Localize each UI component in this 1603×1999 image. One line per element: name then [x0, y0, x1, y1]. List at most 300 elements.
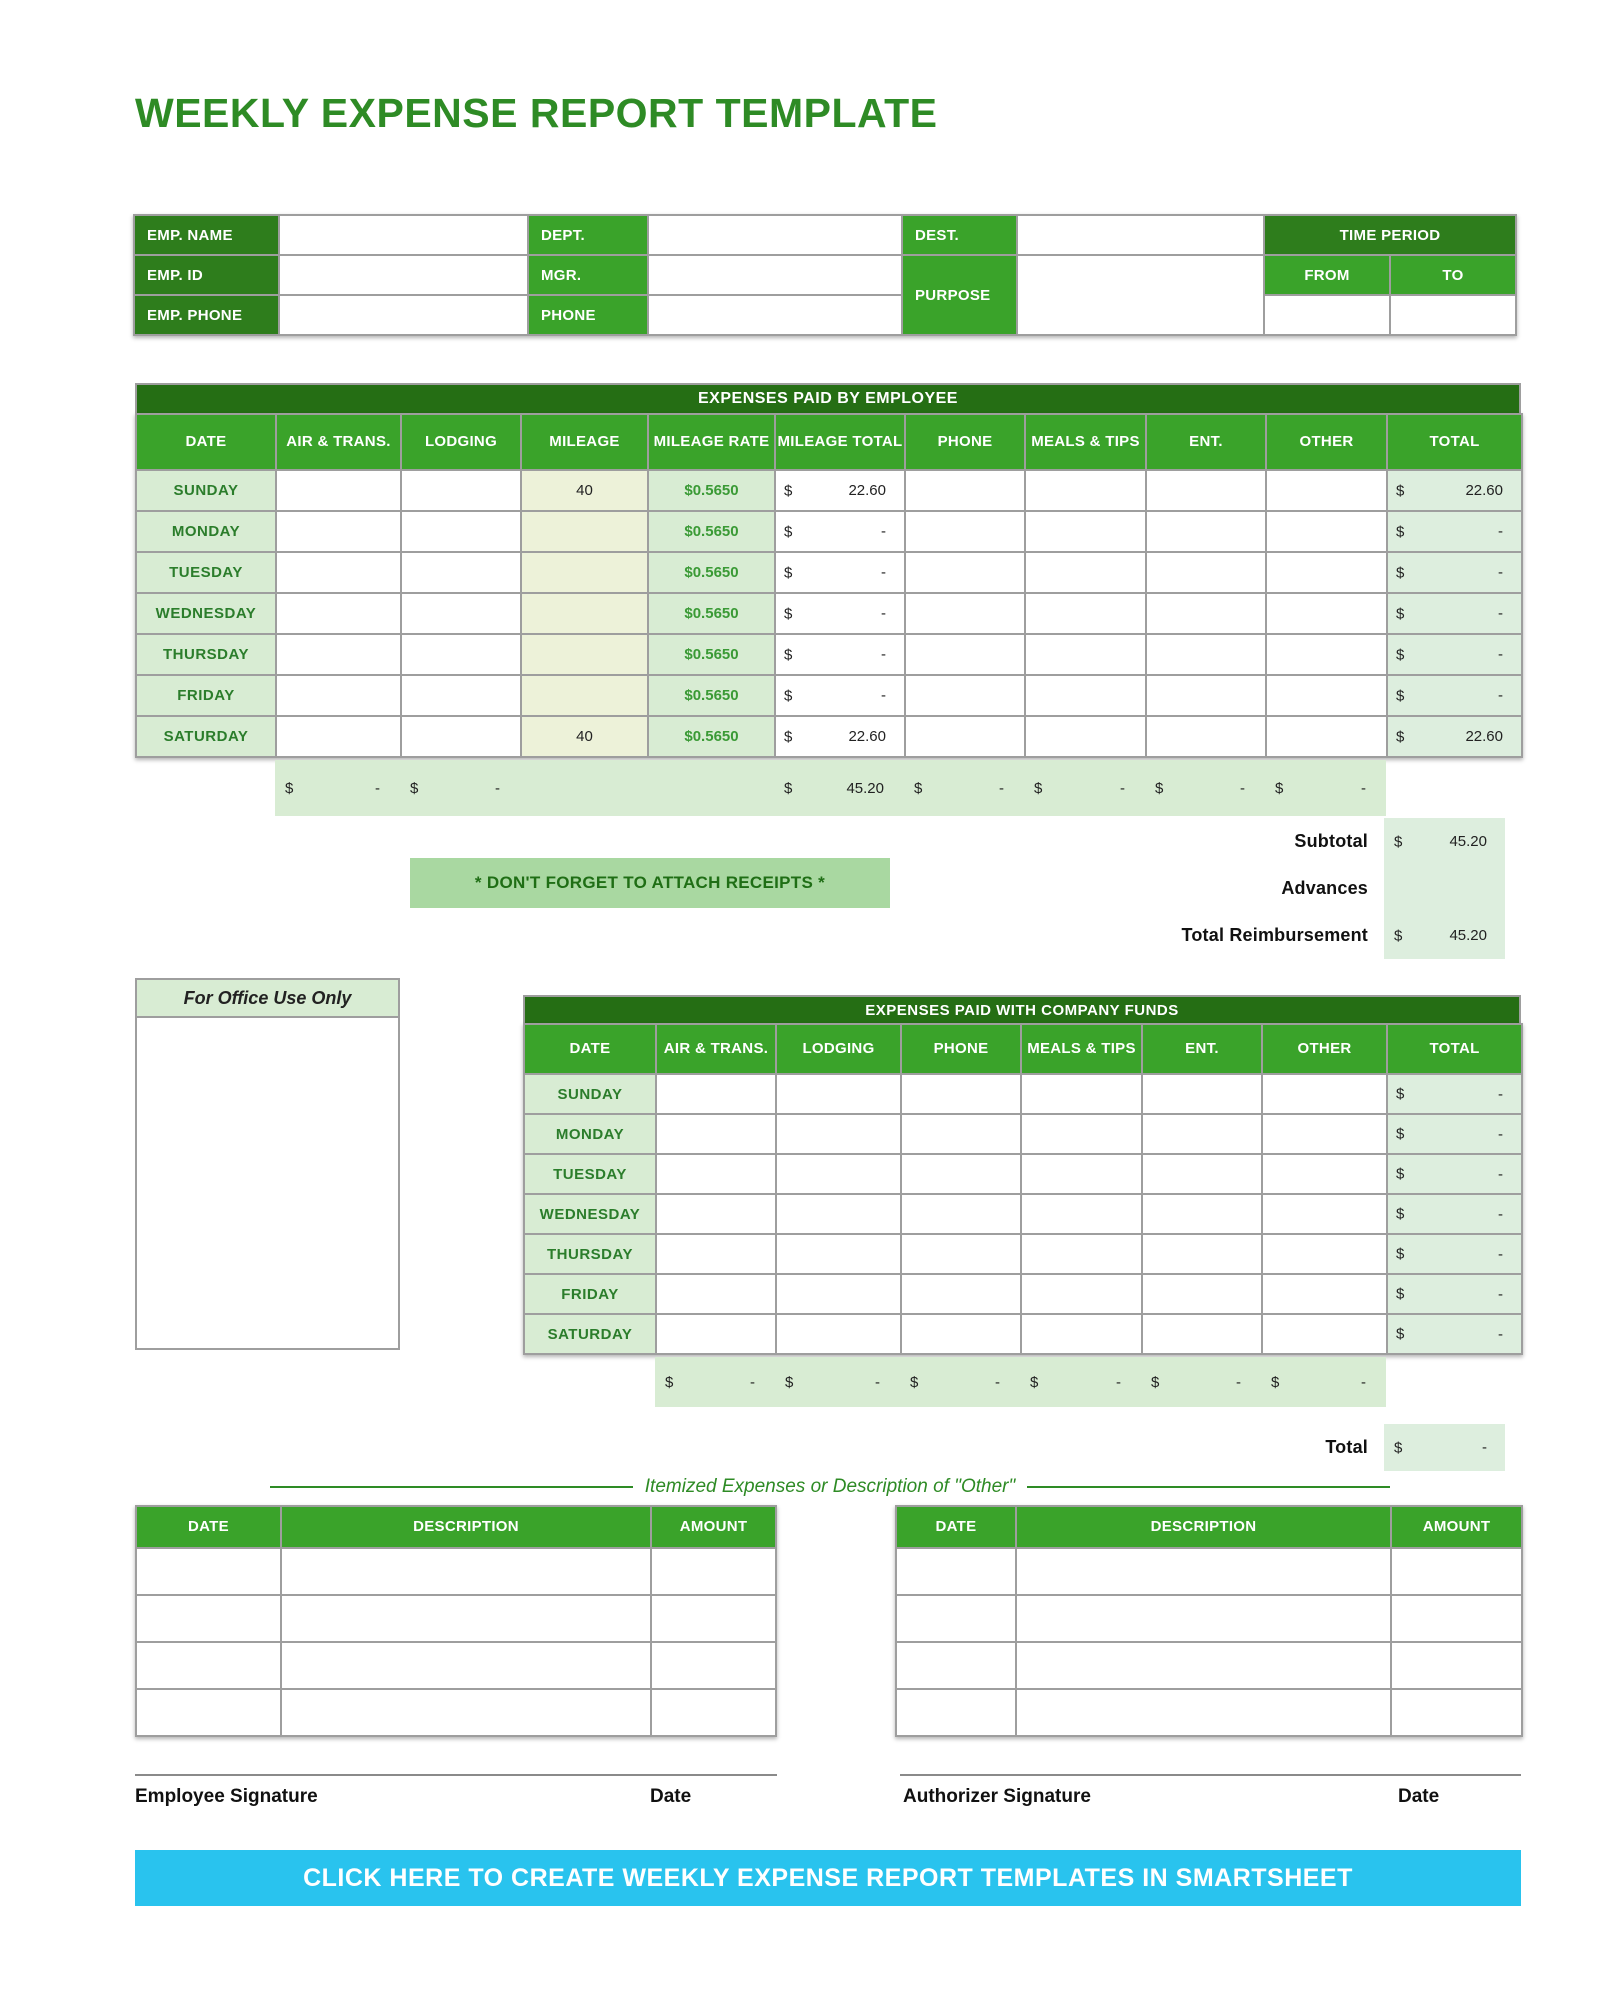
subtotal-other: $ - [1275, 779, 1366, 797]
currency-symbol: $ [784, 646, 793, 663]
mileage-cell[interactable] [521, 511, 648, 552]
mileage-cell[interactable]: 40 [521, 470, 648, 511]
other-cell[interactable] [1262, 1274, 1387, 1314]
itemized-header-row [896, 1506, 1522, 1548]
currency-symbol: $ [1396, 564, 1405, 581]
mileage-total-cell [775, 511, 905, 552]
smartsheet-cta-banner[interactable]: CLICK HERE TO CREATE WEEKLY EXPENSE REPORT TEMPLATES IN SMARTSHEET [135, 1850, 1521, 1906]
currency-symbol: $ [1396, 728, 1405, 745]
total-lodging: $ - [785, 1373, 880, 1391]
mgr-input[interactable] [649, 256, 901, 294]
amount-cell[interactable] [651, 1689, 776, 1736]
air-trans-cell[interactable] [656, 1154, 776, 1194]
dest-input[interactable] [1018, 216, 1263, 254]
employee-expenses-title: EXPENSES PAID BY EMPLOYEE [135, 383, 1521, 413]
table-row [524, 1274, 1522, 1314]
day-label: SATURDAY [524, 1314, 656, 1354]
itemized-table-right [895, 1505, 1523, 1737]
date-cell[interactable] [136, 1595, 281, 1642]
ent-cell[interactable] [1146, 634, 1266, 675]
air-trans-cell[interactable] [276, 511, 401, 552]
lodging-cell[interactable] [776, 1114, 901, 1154]
currency-symbol: $ [1396, 1245, 1405, 1263]
purpose-label: PURPOSE [903, 256, 1016, 334]
meals-tips-cell[interactable] [1025, 716, 1146, 757]
col-description: DESCRIPTION [281, 1506, 651, 1548]
lodging-cell[interactable] [776, 1314, 901, 1354]
day-label: TUESDAY [136, 552, 276, 593]
day-label: THURSDAY [136, 634, 276, 675]
lodging-cell[interactable] [401, 470, 521, 511]
phone-cell[interactable] [901, 1074, 1021, 1114]
subtotal-value-cell: $ 45.20 [1384, 818, 1505, 865]
col-mileage: MILEAGE [521, 414, 648, 470]
subtotal-rate-spacer [647, 760, 774, 816]
phone-cell[interactable] [901, 1234, 1021, 1274]
ent-cell[interactable] [1146, 470, 1266, 511]
table-row [524, 1194, 1522, 1234]
itemized-divider-title: Itemized Expenses or Description of "Other" [644, 1476, 1016, 1497]
description-cell[interactable] [1016, 1642, 1391, 1689]
itemized-row [896, 1595, 1522, 1642]
table-row [136, 511, 1522, 552]
other-cell[interactable] [1266, 470, 1387, 511]
air-trans-cell[interactable] [276, 470, 401, 511]
table-row [136, 470, 1522, 511]
ent-cell[interactable] [1146, 552, 1266, 593]
air-trans-cell[interactable] [276, 634, 401, 675]
other-cell[interactable] [1262, 1314, 1387, 1354]
employee-date-label: Date [650, 1786, 692, 1807]
date-cell[interactable] [896, 1548, 1016, 1595]
ent-cell[interactable] [1142, 1194, 1262, 1234]
phone-cell[interactable] [905, 470, 1025, 511]
office-use-area[interactable] [135, 1018, 400, 1350]
meals-tips-cell[interactable] [1021, 1114, 1142, 1154]
lodging-cell[interactable] [401, 675, 521, 716]
from-label: FROM [1265, 256, 1389, 294]
day-label: THURSDAY [524, 1234, 656, 1274]
phone-input[interactable] [649, 296, 901, 334]
mileage-cell[interactable] [521, 634, 648, 675]
other-cell[interactable] [1262, 1154, 1387, 1194]
emp-id-input[interactable] [280, 256, 527, 294]
itemized-row [136, 1642, 776, 1689]
total-value: 22.60 [1465, 728, 1503, 745]
air-trans-cell[interactable] [656, 1274, 776, 1314]
total-value: - [1498, 523, 1503, 540]
phone-cell[interactable] [905, 716, 1025, 757]
mileage-total-value: - [881, 564, 886, 581]
mileage-total-cell [775, 716, 905, 757]
mileage-rate-cell: $0.5650 [648, 552, 775, 593]
lodging-cell[interactable] [776, 1154, 901, 1194]
description-cell[interactable] [1016, 1548, 1391, 1595]
total-cell: $ - [1387, 1234, 1522, 1274]
subtotal-mileage-spacer [520, 760, 647, 816]
total-value: 22.60 [1465, 482, 1503, 499]
day-label: FRIDAY [136, 675, 276, 716]
meals-tips-cell[interactable] [1021, 1194, 1142, 1234]
total-value: - [1498, 687, 1503, 704]
phone-cell[interactable] [905, 593, 1025, 634]
ent-cell[interactable] [1142, 1274, 1262, 1314]
amount-cell[interactable] [1391, 1642, 1522, 1689]
col-phone: PHONE [905, 414, 1025, 470]
itemized-row [896, 1689, 1522, 1736]
currency-symbol: $ [1394, 1439, 1403, 1456]
description-cell[interactable] [281, 1642, 651, 1689]
total-reimbursement-row [900, 912, 1521, 959]
mileage-total-cell [775, 593, 905, 634]
air-trans-cell[interactable] [276, 552, 401, 593]
currency-symbol: $ [1034, 779, 1043, 797]
date-cell[interactable] [136, 1689, 281, 1736]
mileage-rate-cell: $0.5650 [648, 470, 775, 511]
day-label: MONDAY [524, 1114, 656, 1154]
office-use-label: For Office Use Only [135, 978, 400, 1018]
date-cell[interactable] [136, 1642, 281, 1689]
total-cell [1387, 675, 1522, 716]
air-trans-cell[interactable] [656, 1194, 776, 1234]
receipts-note-banner: * DON'T FORGET TO ATTACH RECEIPTS * [410, 858, 890, 908]
col-meals-tips: MEALS & TIPS [1021, 1024, 1142, 1074]
ent-cell[interactable] [1142, 1074, 1262, 1114]
other-cell[interactable] [1262, 1234, 1387, 1274]
day-label: SUNDAY [524, 1074, 656, 1114]
col-lodging: LODGING [401, 414, 521, 470]
total-cell [1387, 470, 1522, 511]
table-row [136, 675, 1522, 716]
other-cell[interactable] [1266, 675, 1387, 716]
ent-cell[interactable] [1146, 593, 1266, 634]
col-date: DATE [896, 1506, 1016, 1548]
total-cell [1387, 634, 1522, 675]
office-use-box [135, 978, 400, 1350]
currency-symbol: $ [1396, 605, 1405, 622]
currency-symbol: $ [1271, 1373, 1280, 1391]
date-cell[interactable] [896, 1689, 1016, 1736]
lodging-cell[interactable] [401, 552, 521, 593]
total-reimbursement-label: Total Reimbursement [1181, 925, 1368, 945]
currency-symbol: $ [410, 779, 419, 797]
currency-symbol: $ [784, 523, 793, 540]
dept-label: DEPT. [529, 216, 647, 254]
company-total-value-cell: $ - [1384, 1424, 1505, 1471]
meals-tips-cell[interactable] [1021, 1274, 1142, 1314]
currency-symbol: $ [1396, 646, 1405, 663]
employee-expenses-table [135, 413, 1523, 758]
phone-cell[interactable] [901, 1314, 1021, 1354]
air-trans-cell[interactable] [656, 1314, 776, 1354]
currency-symbol: $ [285, 779, 294, 797]
company-total-strip [655, 1357, 1386, 1407]
from-date-input[interactable] [1265, 296, 1389, 334]
company-total-section [900, 1424, 1521, 1471]
subtotal-lodging: $ - [410, 779, 500, 797]
ent-cell[interactable] [1146, 716, 1266, 757]
ent-cell[interactable] [1142, 1314, 1262, 1354]
description-cell[interactable] [281, 1548, 651, 1595]
to-date-input[interactable] [1391, 296, 1515, 334]
col-description: DESCRIPTION [1016, 1506, 1391, 1548]
mileage-cell[interactable] [521, 593, 648, 634]
air-trans-cell[interactable] [656, 1234, 776, 1274]
ent-cell[interactable] [1142, 1114, 1262, 1154]
description-cell[interactable] [1016, 1595, 1391, 1642]
phone-cell[interactable] [901, 1154, 1021, 1194]
currency-symbol: $ [1394, 833, 1403, 850]
amount-cell[interactable] [1391, 1689, 1522, 1736]
col-total: TOTAL [1387, 414, 1522, 470]
itemized-table-left [135, 1505, 777, 1737]
col-amount: AMOUNT [651, 1506, 776, 1548]
itemized-row [136, 1548, 776, 1595]
total-value: - [1498, 605, 1503, 622]
other-cell[interactable] [1262, 1074, 1387, 1114]
description-cell[interactable] [281, 1689, 651, 1736]
advances-value-cell[interactable] [1384, 865, 1505, 912]
employee-signature-line [135, 1774, 777, 1776]
currency-symbol: $ [1275, 779, 1284, 797]
table-row [524, 1314, 1522, 1354]
other-cell[interactable] [1266, 593, 1387, 634]
total-meals-tips: $ - [1030, 1373, 1121, 1391]
total-cell [1387, 552, 1522, 593]
divider-line-left [270, 1486, 633, 1488]
air-trans-cell[interactable] [276, 716, 401, 757]
other-cell[interactable] [1266, 511, 1387, 552]
other-cell[interactable] [1262, 1194, 1387, 1234]
lodging-cell[interactable] [401, 593, 521, 634]
meals-tips-cell[interactable] [1025, 675, 1146, 716]
other-cell[interactable] [1266, 552, 1387, 593]
table-row [136, 552, 1522, 593]
date-cell[interactable] [896, 1642, 1016, 1689]
authorizer-date-label: Date [1398, 1786, 1440, 1807]
day-label: WEDNESDAY [524, 1194, 656, 1234]
meals-tips-cell[interactable] [1025, 634, 1146, 675]
total-reimbursement-value-cell: $ 45.20 [1384, 912, 1505, 959]
ent-cell[interactable] [1146, 511, 1266, 552]
currency-symbol: $ [665, 1373, 674, 1391]
subtotal-mileage-total: $ 45.20 [784, 779, 884, 797]
currency-symbol: $ [784, 564, 793, 581]
col-air-trans: AIR & TRANS. [656, 1024, 776, 1074]
mileage-rate-cell: $0.5650 [648, 675, 775, 716]
air-trans-cell[interactable] [656, 1074, 776, 1114]
col-ent: ENT. [1146, 414, 1266, 470]
lodging-cell[interactable] [401, 511, 521, 552]
currency-symbol: $ [1396, 1205, 1405, 1223]
date-cell[interactable] [136, 1548, 281, 1595]
mileage-total-cell [775, 675, 905, 716]
mileage-total-cell [775, 552, 905, 593]
mileage-rate-cell: $0.5650 [648, 634, 775, 675]
currency-symbol: $ [784, 605, 793, 622]
meals-tips-cell[interactable] [1021, 1234, 1142, 1274]
description-cell[interactable] [1016, 1689, 1391, 1736]
meals-tips-cell[interactable] [1021, 1314, 1142, 1354]
table-row [136, 593, 1522, 634]
col-other: OTHER [1266, 414, 1387, 470]
mileage-total-cell [775, 634, 905, 675]
mileage-total-value: - [881, 687, 886, 704]
total-cell: $ - [1387, 1154, 1522, 1194]
currency-symbol: $ [784, 687, 793, 704]
mileage-total-cell [775, 470, 905, 511]
authorizer-signature-label: Authorizer Signature [903, 1786, 1091, 1807]
authorizer-signature-line [900, 1774, 1521, 1776]
mileage-total-value: - [881, 523, 886, 540]
day-label: TUESDAY [524, 1154, 656, 1194]
phone-cell[interactable] [905, 634, 1025, 675]
total-air-trans: $ - [665, 1373, 755, 1391]
mileage-cell[interactable] [521, 552, 648, 593]
to-label: TO [1391, 256, 1515, 294]
amount-cell[interactable] [651, 1595, 776, 1642]
col-date: DATE [136, 414, 276, 470]
lodging-cell[interactable] [776, 1274, 901, 1314]
phone-cell[interactable] [901, 1114, 1021, 1154]
currency-symbol: $ [914, 779, 923, 797]
mileage-rate-cell: $0.5650 [648, 511, 775, 552]
col-other: OTHER [1262, 1024, 1387, 1074]
description-cell[interactable] [281, 1595, 651, 1642]
emp-name-label: EMP. NAME [135, 216, 278, 254]
company-total-label: Total [1325, 1437, 1368, 1457]
phone-label: PHONE [529, 296, 647, 334]
total-cell: $ - [1387, 1114, 1522, 1154]
page-title: WEEKLY EXPENSE REPORT TEMPLATE [135, 90, 938, 136]
mileage-cell[interactable]: 40 [521, 716, 648, 757]
emp-phone-input[interactable] [280, 296, 527, 334]
meals-tips-cell[interactable] [1025, 552, 1146, 593]
emp-phone-label: EMP. PHONE [135, 296, 278, 334]
subtotal-air-trans: $ - [285, 779, 380, 797]
summary-section [900, 818, 1521, 959]
currency-symbol: $ [1151, 1373, 1160, 1391]
company-expenses-table [523, 1023, 1523, 1355]
other-cell[interactable] [1262, 1114, 1387, 1154]
subtotal-meals-tips: $ - [1034, 779, 1125, 797]
table-row [524, 1074, 1522, 1114]
itemized-row [896, 1642, 1522, 1689]
meals-tips-cell[interactable] [1021, 1154, 1142, 1194]
total-other: $ - [1271, 1373, 1366, 1391]
day-label: SUNDAY [136, 470, 276, 511]
ent-cell[interactable] [1142, 1154, 1262, 1194]
meals-tips-cell[interactable] [1025, 511, 1146, 552]
time-period-label: TIME PERIOD [1265, 216, 1515, 254]
meals-tips-cell[interactable] [1021, 1074, 1142, 1114]
currency-symbol: $ [1396, 687, 1405, 704]
day-label: FRIDAY [524, 1274, 656, 1314]
mileage-rate-cell: $0.5650 [648, 593, 775, 634]
currency-symbol: $ [784, 779, 793, 797]
lodging-cell[interactable] [401, 634, 521, 675]
currency-symbol: $ [1396, 1325, 1405, 1343]
currency-symbol: $ [784, 728, 793, 745]
company-expenses-title: EXPENSES PAID WITH COMPANY FUNDS [523, 995, 1521, 1023]
purpose-input[interactable] [1018, 256, 1263, 334]
col-meals-tips: MEALS & TIPS [1025, 414, 1146, 470]
lodging-cell[interactable] [776, 1194, 901, 1234]
meals-tips-cell[interactable] [1025, 470, 1146, 511]
air-trans-cell[interactable] [276, 675, 401, 716]
currency-symbol: $ [1396, 482, 1405, 499]
lodging-cell[interactable] [401, 716, 521, 757]
ent-cell[interactable] [1146, 675, 1266, 716]
company-total-row [900, 1424, 1521, 1471]
day-label: MONDAY [136, 511, 276, 552]
emp-name-input[interactable] [280, 216, 527, 254]
air-trans-cell[interactable] [656, 1114, 776, 1154]
currency-symbol: $ [910, 1373, 919, 1391]
lodging-cell[interactable] [776, 1074, 901, 1114]
divider-line-right [1027, 1486, 1390, 1488]
col-phone: PHONE [901, 1024, 1021, 1074]
amount-cell[interactable] [651, 1548, 776, 1595]
phone-cell[interactable] [901, 1274, 1021, 1314]
col-mileage-total: MILEAGE TOTAL [775, 414, 905, 470]
meals-tips-cell[interactable] [1025, 593, 1146, 634]
table-row [524, 1114, 1522, 1154]
lodging-cell[interactable] [776, 1234, 901, 1274]
subtotal-label: Subtotal [1294, 831, 1368, 851]
currency-symbol: $ [1396, 523, 1405, 540]
other-cell[interactable] [1266, 716, 1387, 757]
phone-cell[interactable] [901, 1194, 1021, 1234]
air-trans-cell[interactable] [276, 593, 401, 634]
employee-signature-label: Employee Signature [135, 1786, 318, 1807]
currency-symbol: $ [1030, 1373, 1039, 1391]
advances-label: Advances [1281, 878, 1368, 898]
amount-cell[interactable] [651, 1642, 776, 1689]
table-row [136, 634, 1522, 675]
mileage-total-value: 22.60 [848, 728, 886, 745]
day-label: WEDNESDAY [136, 593, 276, 634]
mileage-total-value: - [881, 646, 886, 663]
employee-expenses-header-row [136, 414, 1522, 470]
ent-cell[interactable] [1142, 1234, 1262, 1274]
total-cell [1387, 593, 1522, 634]
phone-cell[interactable] [905, 675, 1025, 716]
amount-cell[interactable] [1391, 1595, 1522, 1642]
other-cell[interactable] [1266, 634, 1387, 675]
total-cell [1387, 716, 1522, 757]
employee-subtotal-strip [275, 760, 1386, 816]
emp-id-label: EMP. ID [135, 256, 278, 294]
currency-symbol: $ [1396, 1085, 1405, 1103]
phone-cell[interactable] [905, 511, 1025, 552]
col-date: DATE [136, 1506, 281, 1548]
currency-symbol: $ [1396, 1165, 1405, 1183]
total-ent: $ - [1151, 1373, 1241, 1391]
amount-cell[interactable] [1391, 1548, 1522, 1595]
employee-info-section [133, 214, 1517, 336]
table-row [524, 1234, 1522, 1274]
phone-cell[interactable] [905, 552, 1025, 593]
total-value: - [1498, 564, 1503, 581]
total-cell: $ - [1387, 1314, 1522, 1354]
subtotal-ent: $ - [1155, 779, 1245, 797]
date-cell[interactable] [896, 1595, 1016, 1642]
total-phone: $ - [910, 1373, 1000, 1391]
total-cell: $ - [1387, 1194, 1522, 1234]
dept-input[interactable] [649, 216, 901, 254]
mileage-cell[interactable] [521, 675, 648, 716]
